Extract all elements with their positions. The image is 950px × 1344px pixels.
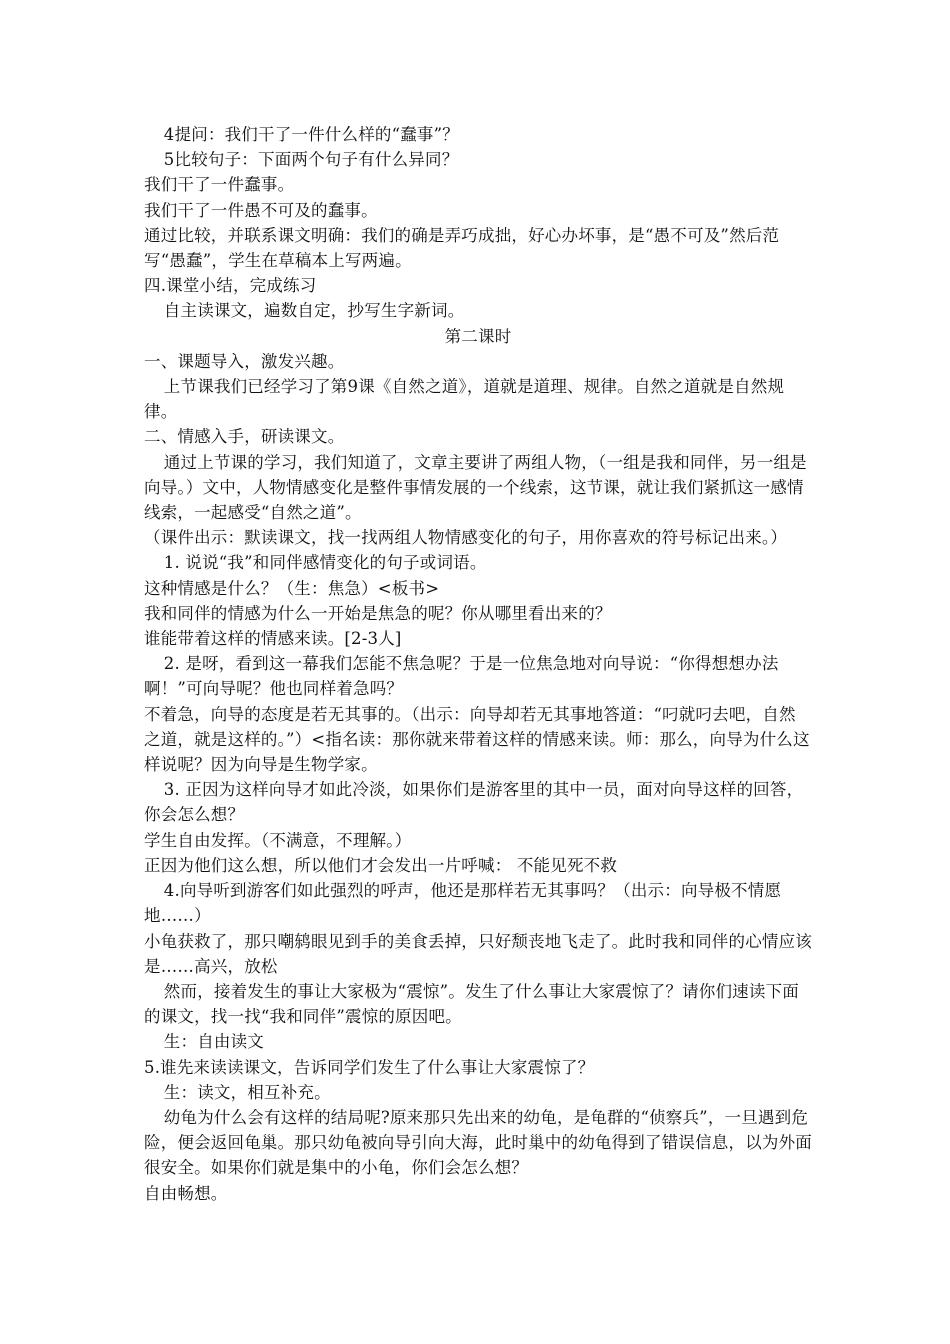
paragraph: 幼龟为什么会有这样的结局呢?原来那只先出来的幼龟，是龟群的“侦察兵”，一旦遇到危险，便会返回龟巢。那只幼龟被向导引向大海，此时巢中的幼龟得到了错误信息，以为外面很安全。如果你们就是集中的小龟，你们会怎么想？ [144,1107,812,1178]
paragraph: 通过上节课的学习，我们知道了，文章主要讲了两组人物，（一组是我和同伴，另一组是向导。）文中，人物情感变化是整件事情发展的一个线索，这节课，就让我们紧抓这一感情线索，一起感受“自然之道”。 [144,452,807,523]
paragraph: 不着急，向导的态度是若无其事的。（出示：向导却若无其事地答道：“叼就叼去吧，自然之道，就是这样的。”）<指名读：那你就来带着这样的情感来读。师：那么，向导为什么这样说呢？因为向导是生物学家。 [144,704,810,775]
section-heading: 二、情感入手，研读课文。 [144,427,345,447]
paragraph: 自主读课文，遍数自定，抄写生字新词。 [163,301,465,321]
paragraph: 上节课我们已经学习了第9课《自然之道》，道就是道理、规律。自然之道就是自然规律。 [144,377,785,422]
lesson-title: 第二课时 [444,326,512,346]
paragraph: 我和同伴的情感为什么一开始是焦急的呢？你从哪里看出来的？ [144,603,612,623]
paragraph: 通过比较，并联系课文明确：我们的确是弄巧成拙，好心办坏事，是“愚不可及”然后范写“愚蠢”，学生在草稿本上写两遍。 [144,225,780,271]
section-heading: 四.课堂小结，完成练习 [144,276,317,296]
paragraph: （课件出示：默读课文，找一找两组人物情感变化的句子，用你喜欢的符号标记出来。） [144,528,788,548]
paragraph: 3. 正因为这样向导才如此冷淡，如果你们是游客里的其中一员，面对向导这样的回答，你会怎么想？ [144,780,804,825]
paragraph: 4提问：我们干了一件什么样的“蠢事”？ [163,125,459,144]
paragraph: 4.向导听到游客们如此强烈的呼声，他还是那样若无其事吗？（出示：向导极不情愿地……） [144,881,782,926]
paragraph: 正因为他们这么想，所以他们才会发出一片呼喊： 不能见死不救 [144,855,618,875]
paragraph: 5比较句子：下面两个句子有什么异同？ [163,150,459,170]
paragraph: 生：自由读文 [163,1032,264,1052]
paragraph: 我们干了一件蠢事。 [144,175,295,195]
section-heading: 一、课题导入，激发兴趣。 [144,351,345,371]
paragraph: 生：读文，相互补充。 [163,1082,331,1102]
paragraph: 小龟获救了，那只嘲鸫眼见到手的美食丢掉，只好颓丧地飞走了。此时我和同伴的心情应该是……高兴，放松 [144,931,812,976]
paragraph: 谁能带着这样的情感来读。[2-3人] [144,629,402,649]
document-body [144,122,812,1206]
paragraph: 1. 说说“我”和同伴感情变化的句子或词语。 [163,553,487,573]
paragraph: 我们干了一件愚不可及的蠢事。 [144,200,378,220]
paragraph: 然而，接着发生的事让大家极为“震惊”。发生了什么事让大家震惊了？请你们速读下面的课文，找一找“我和同伴”震惊的原因吧。 [144,981,799,1027]
paragraph: 学生自由发挥。（不满意，不理解。） [144,830,412,850]
paragraph: 这种情感是什么？（生：焦急）<板书> [144,578,440,598]
paragraph: 自由畅想。 [144,1183,228,1203]
paragraph: 2. 是呀，看到这一幕我们怎能不焦急呢？于是一位焦急地对向导说：“你得想想办法啊！”可向导呢？他也同样着急吗？ [144,654,779,699]
paragraph: 5.谁先来读读课文，告诉同学们发生了什么事让大家震惊了？ [144,1057,595,1077]
